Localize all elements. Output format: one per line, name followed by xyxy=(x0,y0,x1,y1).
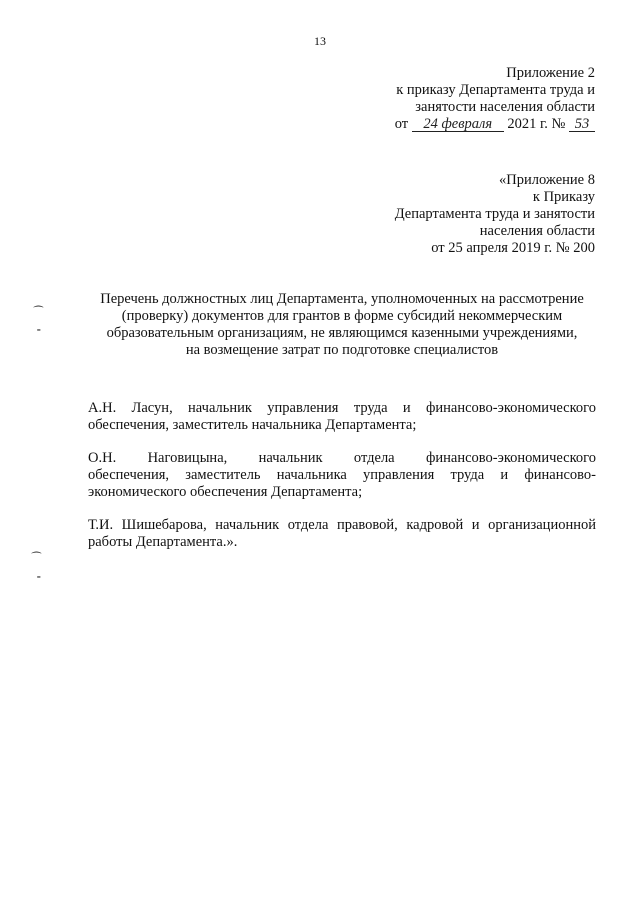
official-line: Т.И. Шишебарова, начальник отдела правовой, кадровой и организационной xyxy=(88,517,596,533)
official-line: А.Н. Ласун, начальник управления труда и финансово-экономического xyxy=(88,400,596,416)
scan-artifact-mark: ⁀ xyxy=(34,307,43,319)
title-line2: (проверку) документов для грантов в форме субсидий некоммерческим xyxy=(121,308,563,324)
official-entry-shishebarova xyxy=(88,517,596,551)
document-title xyxy=(88,291,596,359)
official-line: работы Департамента.». xyxy=(88,534,238,550)
appendix-header-date-line xyxy=(395,116,595,133)
official-line: обеспечения, заместитель начальника управления труда и финансово- xyxy=(88,467,596,483)
official-line: обеспечения, заместитель начальника Департамента; xyxy=(88,417,417,433)
original-appendix-line3: Департамента труда и занятости xyxy=(394,206,595,222)
official-line: экономического обеспечения Департамента; xyxy=(88,484,363,500)
title-line4: на возмещение затрат по подготовке специалистов xyxy=(185,342,499,358)
official-line: О.Н. Наговицына, начальник отдела финансово-экономического xyxy=(88,450,596,466)
title-line1: Перечень должностных лиц Департамента, уполномоченных на рассмотрение xyxy=(100,291,584,307)
original-appendix-line1: «Приложение 8 xyxy=(499,172,595,188)
original-appendix-line4: населения области xyxy=(479,223,595,239)
original-appendix-line5: от 25 апреля 2019 г. № 200 xyxy=(431,240,595,256)
title-line3: образовательным организациям, не являющимся казенными учреждениями, xyxy=(106,325,578,341)
page-number: 13 xyxy=(314,34,326,48)
original-appendix-line2: к Приказу xyxy=(532,189,595,205)
handwritten-date: 24 февраля xyxy=(412,117,504,132)
official-entry-lasun xyxy=(88,400,596,434)
appendix-header-line2: к приказу Департамента труда и xyxy=(396,82,595,98)
scan-artifact-mark: ⁃ xyxy=(36,325,42,337)
appendix-header-line1: Приложение 2 xyxy=(506,65,595,81)
appendix-header xyxy=(395,65,595,133)
original-appendix-block xyxy=(395,172,595,257)
date-year-number: 2021 г. № xyxy=(507,116,566,132)
appendix-header-line3: занятости населения области xyxy=(415,99,595,115)
scan-artifact-mark: ⁃ xyxy=(36,572,42,584)
official-entry-nagovitsyna xyxy=(88,450,596,501)
date-prefix: от xyxy=(394,116,409,132)
handwritten-number: 53 xyxy=(569,117,595,132)
scan-artifact-mark: ⁀ xyxy=(32,553,41,565)
